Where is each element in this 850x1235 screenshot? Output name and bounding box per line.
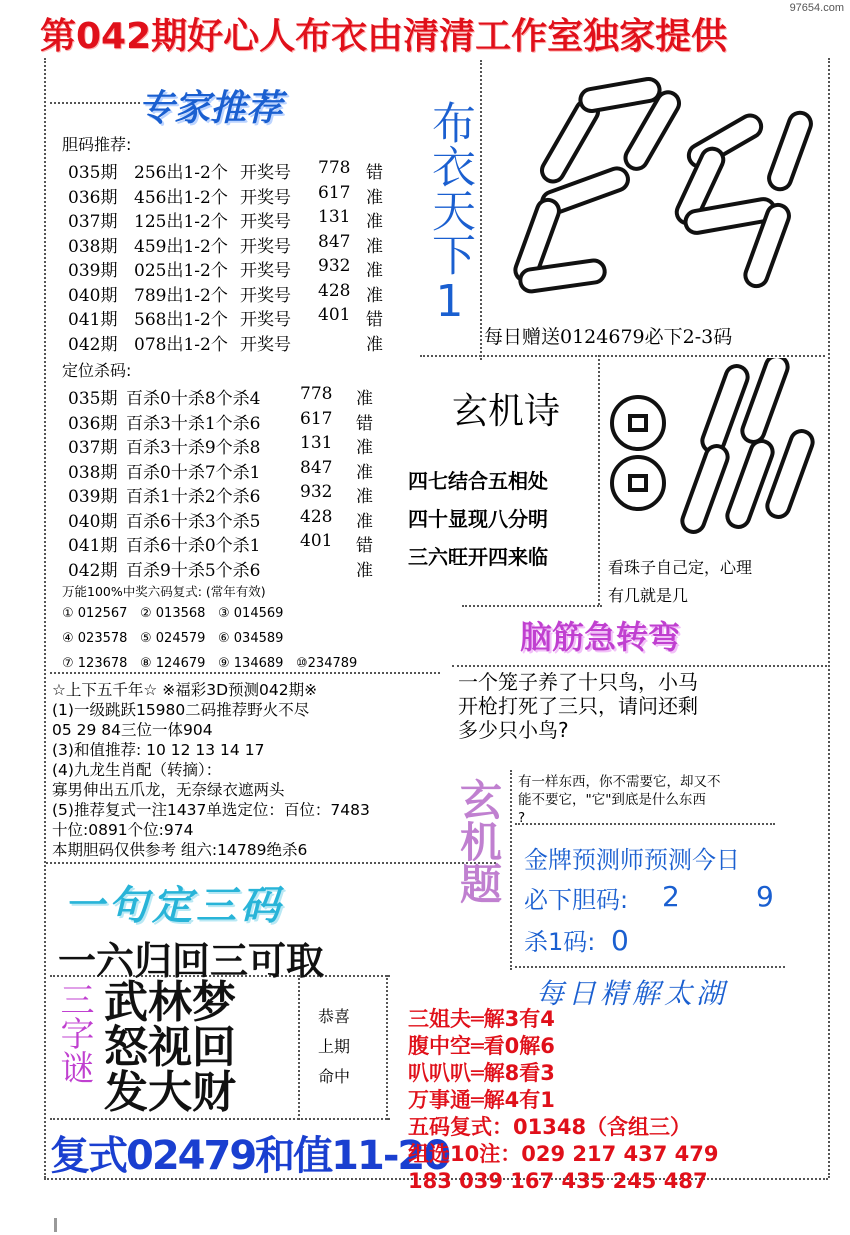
dingwei-period: 042期 [68, 560, 118, 581]
poem-note-line: 有几就是几 [608, 586, 689, 605]
congrats-line: 恭喜 [318, 1007, 351, 1026]
dingwei-pick: 百杀3十杀1个杀6 [126, 413, 261, 434]
danma-row [68, 207, 398, 232]
danma-draw-number: 617 [318, 182, 351, 203]
frame-left [44, 58, 46, 1178]
danma-period: 035期 [68, 163, 118, 183]
danma-period: 038期 [68, 236, 118, 257]
danma-row [68, 231, 398, 257]
fushi-line: 复式02479和值11-20 [50, 1133, 450, 1179]
prediction-line: 寡男伸出五爪龙，无奈绿衣遮两头 [52, 781, 285, 799]
brain-teaser-text [458, 670, 698, 742]
xuanji-question [518, 773, 721, 827]
dingwei-pick: 百杀6十杀3个杀5 [126, 511, 261, 532]
danma-result: 错 [366, 163, 383, 183]
xuanji-ti-label: 玄机题 [454, 778, 503, 904]
danma-row [68, 330, 398, 355]
danma-pick: 125出1-2个 [134, 212, 228, 232]
xuanji-question-line: ? [518, 810, 526, 826]
danma-draw-number: 131 [318, 207, 351, 227]
danma-period: 036期 [68, 187, 118, 208]
divider-line [452, 665, 827, 667]
must-danma-row [524, 880, 774, 915]
dingwei-period: 035期 [68, 389, 118, 409]
site-watermark: 97654.com [789, 2, 844, 14]
sanzimi-line: 怒视回 [104, 1022, 236, 1073]
danma-row [68, 182, 398, 208]
dingwei-result: 错 [356, 536, 373, 556]
brain-teaser-line: 多少只小鸟? [458, 718, 569, 742]
taihu-line: 三姐夫═解3有4 [408, 1007, 555, 1031]
danma-row [68, 158, 398, 183]
dingwei-result: 准 [356, 511, 373, 532]
dingwei-period: 041期 [68, 536, 118, 556]
wanneng-combo: ⑨ 134689 [218, 656, 284, 671]
wanneng-combo: ① 012567 [62, 606, 128, 621]
dingwei-row [68, 556, 398, 581]
poem-lines [408, 462, 548, 576]
danma-period: 037期 [68, 212, 118, 232]
danma-pick: 789出1-2个 [134, 285, 228, 306]
congrats-text [318, 1002, 350, 1092]
dingwei-draw-number: 778 [300, 384, 333, 404]
prediction-line: 本期胆码仅供参考 组六:14789绝杀6 [52, 841, 308, 859]
dingwei-result: 准 [356, 389, 373, 409]
poem-line: 四七结合五相处 [408, 469, 548, 493]
dingwei-pick: 百杀1十杀2个杀6 [126, 487, 261, 507]
yiju-heading: 一句定三码 [64, 883, 284, 929]
daily-gift-text: 每日赠送0124679必下2-3码 [484, 326, 733, 348]
danma-draw-label: 开奖号 [240, 163, 291, 183]
danma-pick: 078出1-2个 [134, 334, 228, 355]
danma-period: 042期 [68, 334, 118, 355]
prediction-line: (3)和值推荐: 10 12 13 14 17 [52, 741, 265, 759]
dingwei-period: 038期 [68, 462, 118, 483]
xuanji-question-line: 能不要它，"它"到底是什么东西 [518, 792, 706, 808]
taihu-line: 五码复式：01348（含组三） [408, 1115, 692, 1139]
dingwei-period: 037期 [68, 438, 118, 458]
must-danma-value: 9 [756, 880, 774, 913]
brain-teaser-heading: 脑筋急转弯 [520, 618, 681, 656]
taihu-line: 万事通═解4有1 [408, 1088, 555, 1112]
danma-draw-label: 开奖号 [240, 334, 291, 355]
divider-line [50, 102, 140, 104]
danma-draw-label: 开奖号 [240, 285, 291, 306]
dingwei-draw-number: 617 [300, 408, 333, 429]
dingwei-row [68, 433, 398, 458]
divider-line [50, 1118, 390, 1120]
dingwei-pick: 百杀3十杀9个杀8 [126, 438, 261, 458]
big-number-graphic [480, 60, 825, 320]
xuanji-question-line: 有一样东西，你不需要它，却又不 [518, 774, 721, 790]
dingwei-draw-number: 428 [300, 506, 333, 527]
danma-pick: 025出1-2个 [134, 261, 228, 281]
dingwei-period: 036期 [68, 413, 118, 434]
sanzimi-label: 三字谜 [54, 982, 94, 1084]
prediction-line: (4)九龙生肖配（转摘）： [52, 761, 222, 779]
dingwei-draw-number: 131 [300, 433, 333, 453]
taihu-line: 叭叭叭═解8看3 [408, 1061, 555, 1085]
brain-teaser-line: 一个笼子养了十只鸟，小马 [458, 670, 698, 694]
dingwei-row [68, 408, 398, 434]
brain-teaser-line: 开枪打死了三只，请问还剩 [458, 694, 698, 718]
divider-line [420, 355, 825, 357]
prediction-line: (1)一级跳跃15980二码推荐野火不尽 [52, 701, 310, 719]
dingwei-result: 准 [356, 487, 373, 507]
prediction-line: ☆上下五千年☆ ※福彩3D预测042期※ [52, 681, 318, 699]
danma-draw-label: 开奖号 [240, 236, 291, 257]
dingwei-row [68, 482, 398, 507]
divider-line [515, 966, 785, 968]
danma-draw-label: 开奖号 [240, 187, 291, 208]
danma-period: 041期 [68, 310, 118, 330]
danma-row [68, 305, 398, 330]
danma-row [68, 256, 398, 281]
poem-line: 四十显现八分明 [408, 507, 548, 531]
danma-pick: 459出1-2个 [134, 236, 228, 257]
coins-sticks-graphic [600, 358, 825, 548]
dingwei-pick: 百杀0十杀8个杀4 [126, 389, 261, 409]
dingwei-period: 040期 [68, 511, 118, 532]
poem-line: 三六旺开四来临 [408, 545, 548, 569]
danma-draw-number: 847 [318, 231, 351, 252]
wanneng-combo: ⑩234789 [296, 656, 358, 671]
page-title: 第042期好心人布衣由清清工作室独家提供 [40, 16, 728, 57]
danma-draw-label: 开奖号 [240, 261, 291, 281]
dingwei-row [68, 531, 398, 556]
sanzimi-lines [104, 977, 236, 1118]
wanneng-combo: ② 013568 [140, 606, 206, 621]
dingwei-draw-number: 847 [300, 457, 333, 478]
danma-result: 准 [366, 334, 383, 355]
must-danma-label: 必下胆码: [524, 886, 629, 914]
danma-result: 准 [366, 236, 383, 257]
danma-draw-number: 428 [318, 280, 351, 301]
prediction-line: 十位:0891个位:974 [52, 821, 194, 839]
sanzimi-line: 发大财 [104, 1067, 236, 1118]
dingwei-pick: 百杀9十杀5个杀6 [126, 560, 261, 581]
danma-pick: 456出1-2个 [134, 187, 228, 208]
congrats-line: 上期 [318, 1037, 351, 1056]
prediction-line: 05 29 84三位一体904 [52, 721, 213, 739]
kill-code-row [524, 922, 629, 957]
dingwei-pick: 百杀0十杀7个杀1 [126, 462, 261, 483]
danma-row [68, 280, 398, 306]
danma-draw-number: 932 [318, 256, 351, 276]
wanneng-combo: ⑦ 123678 [62, 656, 128, 671]
must-danma-value: 2 [662, 880, 680, 913]
taihu-lines [408, 1006, 719, 1195]
gold-predictor-title: 金牌预测师预测今日 [524, 846, 740, 874]
danma-result: 准 [366, 187, 383, 208]
danma-draw-number: 401 [318, 305, 351, 325]
dingwei-row [68, 457, 398, 483]
divider-line [298, 975, 300, 1120]
dingwei-draw-number: 932 [300, 482, 333, 502]
danma-draw-number: 778 [318, 158, 351, 178]
wanneng-combo: ⑤ 024579 [140, 631, 206, 646]
danma-draw-label: 开奖号 [240, 310, 291, 330]
dingwei-result: 准 [356, 438, 373, 458]
poem-note [608, 554, 752, 610]
taihu-heading: 每日精解太湖 [536, 977, 729, 1010]
danma-period: 040期 [68, 285, 118, 306]
wanneng-combo: ⑥ 034589 [218, 631, 284, 646]
buyi-vertical-text: 布衣天下1 [424, 100, 475, 327]
prediction-text-block [52, 680, 370, 860]
danma-pick: 256出1-2个 [134, 163, 228, 183]
taihu-line: 组选10注：029 217 437 479 [408, 1142, 719, 1166]
danma-result: 准 [366, 212, 383, 232]
congrats-line: 命中 [318, 1067, 351, 1086]
divider-line [386, 975, 388, 1120]
wanneng-label: 万能100%中奖六码复式: (常年有效) [62, 584, 266, 599]
wanneng-combo: ⑧ 124679 [140, 656, 206, 671]
kill-code-label: 杀1码: [524, 928, 596, 956]
danma-label: 胆码推荐: [62, 135, 132, 154]
dingwei-pick: 百杀6十杀0个杀1 [126, 536, 261, 556]
dingwei-result: 错 [356, 413, 373, 434]
poem-note-line: 看珠子自己定，心理 [608, 558, 753, 577]
frame-right [828, 58, 830, 1178]
expert-heading: 专家推荐 [138, 88, 283, 129]
dingwei-draw-number: 401 [300, 531, 333, 551]
corner-mark [54, 1218, 57, 1232]
divider-line [462, 605, 602, 607]
sanzimi-line: 武林梦 [104, 977, 236, 1028]
prediction-line: (5)推荐复式一注1437单选定位：百位：7483 [52, 801, 370, 819]
danma-period: 039期 [68, 261, 118, 281]
dingwei-result: 准 [356, 462, 373, 483]
dingwei-period: 039期 [68, 487, 118, 507]
divider-line [50, 672, 440, 674]
dingwei-row [68, 506, 398, 532]
dingwei-row [68, 384, 398, 409]
wanneng-combo: ③ 014569 [218, 606, 284, 621]
danma-draw-label: 开奖号 [240, 212, 291, 232]
danma-result: 错 [366, 310, 383, 330]
kill-code-value: 0 [611, 924, 629, 957]
dingwei-label: 定位杀码: [62, 361, 132, 380]
taihu-line: 183 039 167 435 245 487 [408, 1169, 708, 1193]
yiju-phrase: 一六归回三可取 [58, 939, 325, 983]
taihu-line: 腹中空═看0解6 [408, 1034, 555, 1058]
wanneng-combo: ④ 023578 [62, 631, 128, 646]
danma-pick: 568出1-2个 [134, 310, 228, 330]
danma-result: 准 [366, 261, 383, 281]
danma-result: 准 [366, 285, 383, 306]
poem-heading: 玄机诗 [452, 391, 561, 432]
divider-line [46, 862, 496, 864]
dingwei-result: 准 [356, 560, 373, 581]
